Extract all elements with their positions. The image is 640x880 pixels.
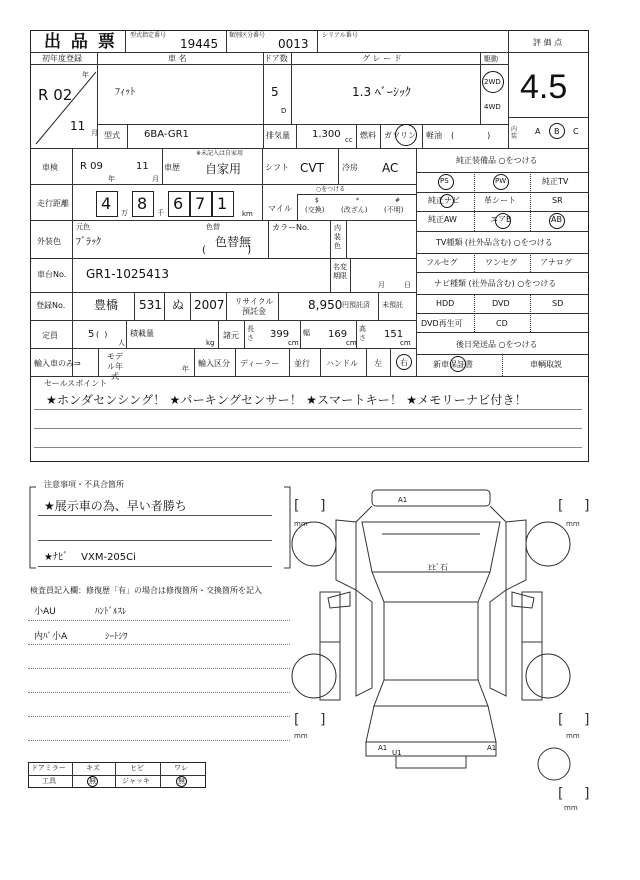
model-cert-value: 19445	[180, 37, 219, 51]
score-value: 4.5	[520, 68, 568, 106]
drive-2wd: 2WD	[484, 78, 501, 86]
chassis-value: GR1-1025413	[86, 267, 170, 281]
diagram-bottom-left: A1	[378, 744, 388, 752]
inspector-line1a: 小AU	[34, 607, 56, 617]
missing-header-mirror: ドアミラー	[31, 764, 66, 772]
displacement-label: 排気量	[266, 131, 290, 140]
svg-text:mm: mm	[566, 732, 580, 740]
diagram-bottom-right: A1	[487, 744, 497, 752]
shaken-year: R 09	[80, 161, 103, 172]
color-change-paren: ( )	[202, 245, 252, 256]
dimensions-label: 諸元	[223, 331, 239, 340]
history-label: 車歴	[164, 163, 180, 172]
tv-one: ワンセグ	[485, 258, 517, 267]
svg-text:[: [	[294, 712, 300, 728]
import-dealer: ディーラー	[240, 359, 280, 368]
shaken-month-unit: 月	[152, 175, 159, 183]
svg-text:[: [	[294, 498, 300, 514]
shaken-year-unit: 年	[108, 175, 115, 183]
drive-4wd: 4WD	[484, 103, 501, 111]
reg-label: 登録No.	[36, 301, 66, 310]
doors-type: D	[281, 107, 287, 115]
sen-unit: 千	[157, 209, 164, 217]
inspector-line2a: 内ﾊﾞ小A	[34, 632, 68, 642]
first-reg-diagonal	[34, 68, 96, 146]
svg-text:[: [	[558, 786, 564, 802]
svg-text:]: ]	[320, 712, 326, 728]
model-cert-label: 型式指定番号	[130, 32, 167, 39]
sales-text: ★ホンダセンシング！ ★パーキングセンサー！ ★スマートキー！ ★メモリーナビ付き！	[46, 393, 527, 407]
missing-header-ware: ワレ	[174, 764, 188, 772]
mile-label: マイル	[268, 204, 292, 213]
missing-jack-value: 無	[178, 777, 185, 785]
first-reg-month-unit: 月	[91, 129, 98, 137]
later-manual: 車輌取説	[530, 360, 562, 369]
load-label: 積載量	[130, 329, 154, 338]
notes-label: 注意事項・不具合箇所	[44, 480, 124, 489]
drive-label: 駆動	[484, 55, 498, 63]
width-value: 169	[328, 329, 348, 340]
man-unit: 万	[121, 209, 128, 217]
navi-dvd-play: DVD再生可	[421, 319, 463, 328]
mark-exchange: (交換)	[305, 206, 325, 214]
doors-value: 5	[271, 85, 279, 99]
width-unit: cm	[346, 339, 357, 347]
color-no-label: カラーNo.	[272, 223, 310, 232]
cc-unit: cc	[345, 136, 353, 144]
svg-text:]: ]	[320, 498, 326, 514]
interior-option-a: A	[535, 127, 541, 136]
handle-right: 右	[400, 358, 408, 367]
mark-tamper: (改ざん)	[341, 206, 368, 214]
model-year-label: モデル年式	[107, 352, 123, 381]
import-type-label: 輸入区分	[198, 359, 230, 368]
mileage-digit-1: 4	[101, 194, 112, 213]
mark-star: *	[356, 197, 359, 204]
fuel-value: ガソリン	[384, 131, 416, 140]
ac-label: 冷房	[342, 163, 358, 172]
equip-airbag: エアB	[490, 215, 512, 224]
reg-area: 豊橋	[94, 298, 119, 312]
capacity-value: 5	[88, 329, 95, 340]
equip-sr: SR	[552, 196, 563, 205]
missing-header-kizu: キズ	[86, 764, 100, 772]
model-value: 6BA-GR1	[144, 129, 189, 140]
recycle-not: 未預託	[382, 301, 403, 309]
tv-full: フルセグ	[426, 258, 458, 267]
svg-text:]: ]	[584, 712, 590, 728]
grade-value: 1.3 ﾍﾞｰｼｯｸ	[352, 85, 411, 99]
equip-navi: 純正ナビ	[428, 196, 460, 205]
ac-value: AC	[382, 161, 399, 175]
car-diagram	[290, 480, 600, 810]
title-change-label: 名変期限	[333, 263, 347, 280]
reg-kana: ぬ	[172, 298, 185, 312]
reg-class: 531	[139, 298, 162, 312]
interior-option-c: C	[573, 127, 579, 136]
equip-ab: AB	[551, 215, 562, 224]
notes-line2: ★ﾅﾋﾞ VXM-205Ci	[44, 552, 136, 563]
diesel-label: 軽油	[426, 131, 442, 140]
interior-option-b: B	[554, 127, 560, 136]
equip-pw: PW	[495, 177, 507, 185]
navi-title: ナビ種類 (社外品含む) ○をつける	[434, 279, 557, 288]
grade-label: グ レ ー ド	[362, 54, 402, 63]
person-unit: 人	[118, 339, 125, 347]
color-change-label: 色替	[206, 223, 220, 231]
navi-sd: SD	[552, 299, 564, 308]
mark-dollar: $	[315, 197, 319, 204]
serial-label: シリアル番号	[322, 32, 358, 39]
kg-unit: kg	[206, 339, 215, 347]
equip-leather: 革シート	[484, 196, 516, 205]
missing-tool-label: 工具	[42, 777, 56, 785]
mileage-digit-3: 6	[173, 194, 184, 213]
car-name-value: ﾌｨｯﾄ	[115, 87, 135, 98]
car-name-label: 車 名	[168, 54, 187, 63]
genuine-title: 純正装備品 ○をつける	[456, 156, 538, 165]
navi-hdd: HDD	[436, 299, 455, 308]
svg-text:[: [	[558, 712, 564, 728]
inspector-line2b: ｼｰﾄｼﾜ	[105, 632, 128, 642]
first-reg-year-unit: 年	[82, 71, 89, 79]
mileage-label: 走行距離	[37, 199, 69, 208]
diesel-paren: ( )	[451, 131, 491, 140]
title-change-day: 日	[404, 281, 411, 289]
form-title: 出 品 票	[44, 32, 117, 52]
navi-cd: CD	[496, 319, 508, 328]
shift-value: CVT	[300, 161, 324, 175]
first-reg-label: 初年度登録	[42, 54, 82, 63]
mileage-digit-5: 1	[217, 194, 228, 213]
capacity-label: 定員	[42, 331, 58, 340]
diagram-center-note: ﾋﾋﾞ石	[428, 563, 448, 572]
title-change-month: 月	[378, 281, 385, 289]
score-label: 評 価 点	[533, 38, 563, 47]
width-label: 幅	[303, 329, 310, 337]
svg-text:[: [	[558, 498, 564, 514]
svg-text:]: ]	[584, 498, 590, 514]
history-value: 自家用	[205, 162, 242, 176]
fuel-label: 燃料	[360, 131, 376, 140]
later-warranty: 新車保証書	[433, 360, 473, 369]
color-change-value: 色替無	[215, 235, 252, 249]
handle-left: 左	[374, 359, 382, 368]
diagram-a1-top: A1	[398, 496, 408, 504]
missing-tool-value: 無	[89, 777, 96, 785]
tv-title: TV種類 (社外品含む) ○をつける	[436, 238, 553, 247]
handle-label: ハンドル	[326, 359, 358, 368]
sales-label: セールスポイント	[44, 379, 108, 388]
height-value: 151	[384, 329, 404, 340]
equip-ps: PS	[440, 177, 449, 185]
km-unit: km	[242, 210, 253, 218]
recycle-value: 8,950	[308, 298, 343, 312]
equip-aw: 純正AW	[428, 215, 457, 224]
interior-color-label: 内装色	[334, 224, 341, 250]
svg-text:mm: mm	[566, 520, 580, 528]
height-label: 高さ	[359, 325, 366, 342]
shaken-label: 車検	[42, 163, 58, 172]
mileage-digit-4: 7	[195, 194, 206, 213]
diagram-bottom-u1: U1	[392, 749, 402, 757]
recycle-unit: 円預託済	[342, 301, 370, 309]
mark-hash: #	[395, 197, 401, 204]
missing-jack-label: ジャッキ	[122, 777, 150, 785]
first-reg-year: R 02	[38, 86, 73, 104]
displacement-value: 1.300	[312, 129, 341, 140]
import-label: 輸入車のみ⇒	[34, 359, 81, 368]
shaken-month: 11	[136, 161, 149, 172]
missing-header-hibi: ヒビ	[130, 764, 144, 772]
equip-tv: 純正TV	[542, 177, 569, 186]
chassis-label: 車台No.	[37, 270, 67, 279]
import-parallel: 並行	[294, 359, 310, 368]
reg-number: 2007	[194, 298, 225, 312]
doors-label: ドア数	[264, 54, 288, 63]
height-unit: cm	[400, 339, 411, 347]
inspector-line1b: ﾊﾝﾄﾞﾙｽﾚ	[95, 607, 127, 617]
navi-dvd: DVD	[492, 299, 510, 308]
svg-text:mm: mm	[294, 732, 308, 740]
capacity-paren: ( )	[96, 330, 108, 339]
inspector-label: 検査員記入欄：修復歴「有」の場合は修復箇所・交換箇所を記入	[30, 586, 262, 595]
color-orig-label: 元色	[76, 223, 90, 231]
exterior-label: 外装色	[37, 237, 61, 246]
model-year-unit: 年	[182, 365, 189, 373]
tv-analog: アナログ	[540, 258, 572, 267]
svg-text:mm: mm	[294, 520, 308, 528]
length-unit: cm	[288, 339, 299, 347]
mark-circle-note: ○をつける	[316, 186, 346, 193]
recycle-label: リサイクル預託金	[234, 297, 274, 316]
svg-text:mm: mm	[564, 804, 578, 810]
mark-unknown: (不明)	[384, 206, 404, 214]
length-label: 長さ	[247, 325, 254, 342]
exterior-value: ﾌﾞﾗｯｸ	[76, 237, 101, 248]
notes-line1: ★展示車の為、早い者勝ち	[44, 499, 187, 513]
later-title: 後日発送品 ○をつける	[456, 340, 538, 349]
mileage-digit-2: 8	[137, 194, 148, 213]
length-value: 399	[270, 329, 290, 340]
model-label: 型式	[104, 131, 120, 140]
shift-label: シフト	[265, 163, 289, 172]
interior-label: 内装	[511, 126, 518, 140]
first-reg-month: 11	[70, 119, 86, 133]
svg-text:]: ]	[584, 786, 590, 802]
class-label: 類別区分番号	[229, 32, 266, 39]
class-value: 0013	[278, 37, 309, 51]
history-note: ※未記入は自家用	[196, 150, 244, 157]
